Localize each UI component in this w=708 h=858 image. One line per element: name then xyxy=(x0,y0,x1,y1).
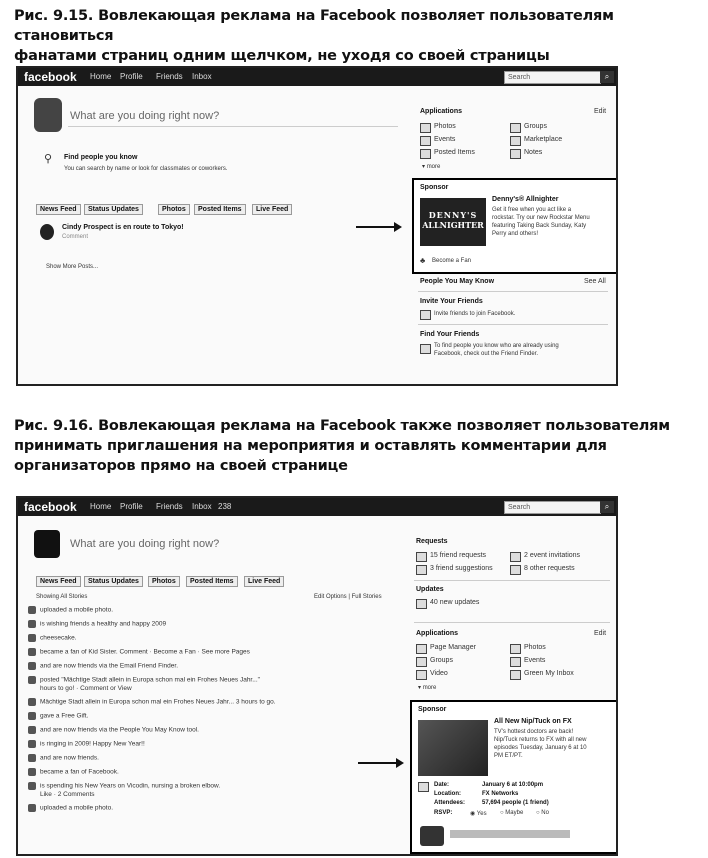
nav-home[interactable]: Home xyxy=(90,502,112,511)
posted-items-icon xyxy=(420,149,431,159)
event-date-label: Date: xyxy=(434,782,450,788)
figure-caption-1 xyxy=(14,6,708,66)
gift-icon xyxy=(28,712,36,720)
ad-image-line: ALLNIGHTER xyxy=(422,220,484,230)
other-requests-icon xyxy=(510,565,521,575)
event-invitations-link[interactable]: 2 event invitations xyxy=(524,552,581,559)
feed-item[interactable] xyxy=(28,620,166,628)
app-video[interactable]: Video xyxy=(430,670,448,677)
find-friends-text[interactable]: Facebook, check out the Friend Finder. xyxy=(434,351,539,357)
caption-line: принимать приглашения на мероприятия и оставлять комментарии для xyxy=(14,438,607,454)
app-notes[interactable]: Notes xyxy=(524,149,543,156)
fan-icon: ♣ xyxy=(420,256,426,265)
ad-text-line: episodes Tuesday, January 6 at 10 xyxy=(494,745,587,751)
inbox-count: 238 xyxy=(218,502,232,511)
arrow-icon xyxy=(356,226,396,228)
ad-text-line: Perry and others! xyxy=(492,231,539,237)
feed-item[interactable] xyxy=(28,782,220,790)
find-friends-text: To find people you know who are already using xyxy=(434,343,559,349)
tab-news-feed[interactable]: News Feed xyxy=(36,576,81,587)
avatar xyxy=(40,224,54,240)
green-inbox-icon xyxy=(510,670,521,680)
friend-finder-icon xyxy=(420,344,431,354)
app-groups[interactable]: Groups xyxy=(430,657,453,664)
fan-icon xyxy=(28,648,36,656)
find-people-sub: You can search by name or look for classmates or coworkers. xyxy=(64,166,228,172)
post-icon xyxy=(28,676,36,684)
edit-link[interactable]: Edit xyxy=(594,630,607,637)
ad-text-line: rockstar. Try our new Rockstar Menu xyxy=(492,215,590,221)
feed-text: and are now friends. xyxy=(40,754,99,762)
caption-line: Рис. 9.15. Вовлекающая реклама на Facebook позволяет пользователям становиться xyxy=(14,8,614,44)
feed-text: gave a Free Gift. xyxy=(40,712,89,720)
photo-icon xyxy=(28,804,36,812)
tab-photos[interactable]: Photos xyxy=(158,204,190,215)
arrow-icon xyxy=(358,762,398,764)
divider xyxy=(68,126,398,127)
divider xyxy=(414,622,610,623)
feed-item[interactable] xyxy=(28,676,260,684)
nav-profile[interactable]: Profile xyxy=(120,72,143,81)
ad-image-line: DENNY'S xyxy=(428,210,478,220)
facebook-logo[interactable]: facebook xyxy=(24,70,77,84)
rsvp-maybe-label: Maybe xyxy=(505,810,524,816)
status-icon xyxy=(28,634,36,642)
find-friends-title: Find Your Friends xyxy=(420,331,480,338)
calendar-icon xyxy=(418,782,429,792)
friends-icon xyxy=(28,726,36,734)
updates-link[interactable]: 40 new updates xyxy=(430,599,480,606)
feed-item[interactable] xyxy=(28,740,145,748)
ad-image[interactable] xyxy=(418,720,488,776)
search-icon[interactable]: ⌕ xyxy=(600,71,614,83)
app-page-manager[interactable]: Page Manager xyxy=(430,644,476,651)
comment-input[interactable] xyxy=(450,830,570,838)
feed-text: is spending his New Years on Vicodin, nursing a broken elbow. xyxy=(40,782,221,790)
tab-live-feed[interactable]: Live Feed xyxy=(244,576,284,587)
tab-posted-items[interactable]: Posted Items xyxy=(194,204,246,215)
ad-text-line: TV's hottest doctors are back! xyxy=(494,729,574,735)
search-input[interactable]: Search xyxy=(504,71,601,84)
profile-photo xyxy=(34,98,62,132)
ad-title[interactable]: All New Nip/Tuck on FX xyxy=(494,718,572,725)
facebook-screenshot-2 xyxy=(16,496,618,856)
nav-home[interactable]: Home xyxy=(90,72,112,81)
event-date-value: January 6 at 10:00pm xyxy=(482,782,544,788)
feed-meta[interactable]: hours to go! · Comment or View xyxy=(40,685,132,692)
sponsor-title: Sponsor xyxy=(420,184,449,191)
invite-icon xyxy=(420,310,431,320)
see-all-link[interactable]: See All xyxy=(584,278,606,285)
magnifier-icon: ⚲ xyxy=(44,153,53,165)
apps-more-link[interactable]: ▾ more xyxy=(422,164,441,170)
event-attendees-label: Attendees: xyxy=(434,800,466,806)
feed-item[interactable] xyxy=(28,754,99,762)
top-bar xyxy=(18,498,616,516)
event-attendees-value: 57,694 people (1 friend) xyxy=(482,800,549,806)
notes-icon xyxy=(510,149,521,159)
ad-text-line: Nip/Tuck returns to FX with all new xyxy=(494,737,587,743)
show-more-link[interactable]: Show More Posts... xyxy=(46,264,99,270)
events-icon xyxy=(420,136,431,146)
app-events[interactable]: Events xyxy=(524,657,546,664)
ad-title[interactable]: Denny's® Allnighter xyxy=(492,196,559,203)
ad-text-line: featuring Taking Back Sunday, Katy xyxy=(492,223,587,229)
become-fan-button[interactable]: Become a Fan xyxy=(432,258,472,264)
profile-photo xyxy=(34,530,60,558)
events-icon xyxy=(510,657,521,667)
search-icon[interactable]: ⌕ xyxy=(600,501,614,513)
app-photos[interactable]: Photos xyxy=(434,123,456,130)
ad-text-line: PM ET/PT. xyxy=(494,753,523,759)
nav-friends[interactable]: Friends xyxy=(156,502,183,511)
app-marketplace[interactable]: Marketplace xyxy=(524,136,563,143)
apps-more-label: more xyxy=(426,164,441,170)
search-input[interactable]: Search xyxy=(504,501,601,514)
friends-icon xyxy=(28,662,36,670)
applications-title: Applications xyxy=(416,630,459,637)
figure-caption-2 xyxy=(14,416,670,476)
caption-line: Рис. 9.16. Вовлекающая реклама на Facebook также позволяет пользователям xyxy=(14,418,670,434)
feed-text: Mächtige Stadt allein in Europa schon mal ein Frohes Neues Jahr... 3 hours to go. xyxy=(40,698,276,706)
ad-image[interactable] xyxy=(420,198,486,246)
fan-icon xyxy=(28,768,36,776)
caption-line: организаторов прямо на своей странице xyxy=(14,458,348,474)
invite-title: Invite Your Friends xyxy=(420,298,483,305)
groups-icon xyxy=(416,657,427,667)
tab-posted-items[interactable]: Posted Items xyxy=(186,576,238,587)
rsvp-yes[interactable]: ◉ Yes xyxy=(470,811,487,817)
nav-profile[interactable]: Profile xyxy=(120,502,143,511)
divider xyxy=(418,291,608,292)
updates-title: Updates xyxy=(416,586,444,593)
feed-text: is wishing friends a healthy and happy 2009 xyxy=(40,620,167,628)
rsvp-maybe[interactable]: ○ Maybe xyxy=(500,810,524,816)
tab-photos[interactable]: Photos xyxy=(148,576,180,587)
edit-link[interactable]: Edit xyxy=(594,108,607,115)
ad-text-line: Get it free when you act like a xyxy=(492,207,572,213)
status-input[interactable]: What are you doing right now? xyxy=(70,538,220,550)
divider xyxy=(414,580,610,581)
rsvp-no[interactable]: ○ No xyxy=(536,810,549,816)
tab-news-feed[interactable]: News Feed xyxy=(36,204,81,215)
video-icon xyxy=(416,670,427,680)
friend-suggestions-link[interactable]: 3 friend suggestions xyxy=(430,565,493,572)
suggestion-icon xyxy=(416,565,427,575)
feed-meta[interactable]: Like · 2 Comments xyxy=(40,791,95,798)
friends-icon xyxy=(28,754,36,762)
nav-friends[interactable]: Friends xyxy=(156,72,183,81)
applications-title: Applications xyxy=(420,108,463,115)
facebook-logo[interactable]: facebook xyxy=(24,500,77,514)
feed-item[interactable] xyxy=(28,712,88,720)
friend-requests-link[interactable]: 15 friend requests xyxy=(430,552,487,559)
top-bar xyxy=(18,68,616,86)
app-events[interactable]: Events xyxy=(434,136,456,143)
sponsor-box xyxy=(412,178,618,274)
feed-text: and are now friends via the Email Friend Finder. xyxy=(40,662,179,670)
tab-status-updates[interactable]: Status Updates xyxy=(84,204,143,215)
other-requests-link[interactable]: 8 other requests xyxy=(524,565,575,572)
feed-item[interactable] xyxy=(28,698,276,706)
photos-icon xyxy=(420,123,431,133)
photo-icon xyxy=(28,606,36,614)
friend-request-icon xyxy=(416,552,427,562)
status-input[interactable]: What are you doing right now? xyxy=(70,110,220,122)
rsvp-yes-label: Yes xyxy=(476,811,487,817)
marketplace-icon xyxy=(510,136,521,146)
status-icon xyxy=(28,782,36,790)
find-people-title[interactable]: Find people you know xyxy=(64,154,138,161)
caption-line: фанатами страниц одним щелчком, не уходя со своей страницы xyxy=(14,48,550,64)
nav-inbox[interactable]: Inbox xyxy=(192,502,212,511)
feed-text: uploaded a mobile photo. xyxy=(40,606,114,614)
apps-more-link[interactable]: ▾ more xyxy=(418,685,437,691)
status-icon xyxy=(28,698,36,706)
invite-link[interactable]: Invite friends to join Facebook. xyxy=(434,311,516,317)
feed-text: became a fan of Kid Sister. Comment · Become a Fan · See more Pages xyxy=(40,648,250,656)
feed-item[interactable] xyxy=(28,634,77,642)
requests-title: Requests xyxy=(416,538,448,545)
app-photos[interactable]: Photos xyxy=(524,644,546,651)
sponsor-box xyxy=(410,700,618,854)
feed-text: became a fan of Facebook. xyxy=(40,768,119,776)
feed-text: uploaded a mobile photo. xyxy=(40,804,114,812)
feed-item[interactable] xyxy=(28,606,113,614)
feed-item[interactable] xyxy=(28,768,119,776)
photos-icon xyxy=(510,644,521,654)
feed-item[interactable] xyxy=(28,726,199,734)
app-green-my-inbox[interactable]: Green My Inbox xyxy=(524,670,574,677)
feed-text: cheesecake. xyxy=(40,634,77,642)
rsvp-no-label: No xyxy=(541,810,549,816)
sponsor-title: Sponsor xyxy=(418,706,447,713)
apps-more-label: more xyxy=(422,685,437,691)
event-location-label: Location: xyxy=(434,791,461,797)
event-location-value: FX Networks xyxy=(482,791,519,797)
feed-text: is ringing in 2009! Happy New Year!! xyxy=(40,740,145,748)
feed-options-link[interactable]: Edit Options | Full Stories xyxy=(314,594,382,600)
feed-meta[interactable]: Comment xyxy=(62,234,89,240)
feed-item[interactable] xyxy=(28,804,113,812)
showing-label: Showing All Stories xyxy=(36,594,88,600)
divider xyxy=(418,324,608,325)
event-icon xyxy=(510,552,521,562)
status-icon xyxy=(28,620,36,628)
status-icon xyxy=(28,740,36,748)
updates-icon xyxy=(416,599,427,609)
tab-status-updates[interactable]: Status Updates xyxy=(84,576,143,587)
feed-text: and are now friends via the People You May Know tool. xyxy=(40,726,199,734)
feed-item[interactable]: Cindy Prospect is en route to Tokyo! xyxy=(62,224,184,231)
nav-inbox[interactable]: Inbox xyxy=(192,72,212,81)
rsvp-label: RSVP: xyxy=(434,810,453,816)
feed-text: posted "Mächtige Stadt allein in Europa schon mal ein Frohes Neues Jahr..." xyxy=(40,676,260,684)
facebook-screenshot-1 xyxy=(16,66,618,386)
app-posted-items[interactable]: Posted Items xyxy=(434,149,475,156)
commenter-avatar xyxy=(420,826,444,846)
feed-item[interactable] xyxy=(28,662,178,670)
app-groups[interactable]: Groups xyxy=(524,123,547,130)
pymk-title: People You May Know xyxy=(420,278,495,285)
page-manager-icon xyxy=(416,644,427,654)
groups-icon xyxy=(510,123,521,133)
tab-live-feed[interactable]: Live Feed xyxy=(252,204,292,215)
feed-item[interactable] xyxy=(28,648,250,656)
